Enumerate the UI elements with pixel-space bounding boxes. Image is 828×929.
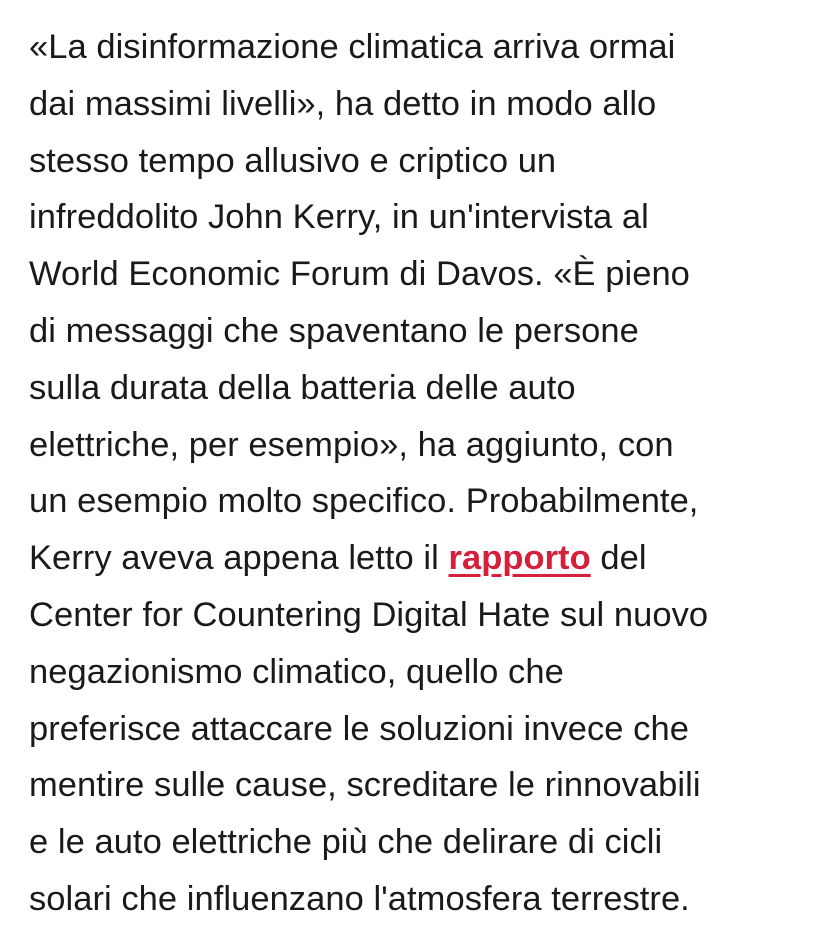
- paragraph-line: dai massimi livelli», ha detto in modo allo: [29, 84, 657, 123]
- paragraph-line: elettriche, per esempio», ha aggiunto, con: [29, 425, 674, 464]
- paragraph-line: mentire sulle cause, screditare le rinnovabili: [29, 766, 701, 805]
- paragraph-line: Center for Countering Digital Hate sul nuovo: [29, 595, 709, 634]
- paragraph-line: infreddolito John Kerry, in un'intervista al: [29, 198, 649, 237]
- paragraph-line-with-link: [29, 530, 808, 587]
- paragraph-line: solari che influenzano l'atmosfera terrestre.: [29, 879, 690, 918]
- text-before-link: Kerry aveva appena letto il: [29, 539, 449, 578]
- paragraph-line: un esempio molto specifico. Probabilmente,: [29, 482, 699, 521]
- paragraph-line: World Economic Forum di Davos. «È pieno: [29, 255, 690, 294]
- paragraph-line: preferisce attaccare le soluzioni invece che: [29, 709, 689, 748]
- paragraph-line: stesso tempo allusivo e criptico un: [29, 141, 557, 180]
- paragraph-line: «La disinformazione climatica arriva ormai: [29, 28, 676, 66]
- paragraph-line: di messaggi che spaventano le persone: [29, 311, 639, 350]
- rapporto-link[interactable]: rapporto: [448, 539, 591, 578]
- article-paragraph: [29, 19, 808, 928]
- paragraph-line: sulla durata della batteria delle auto: [29, 368, 576, 407]
- paragraph-line: negazionismo climatico, quello che: [29, 652, 564, 691]
- text-after-link: del: [590, 539, 647, 578]
- paragraph-line: e le auto elettriche più che delirare di cicli: [29, 823, 663, 862]
